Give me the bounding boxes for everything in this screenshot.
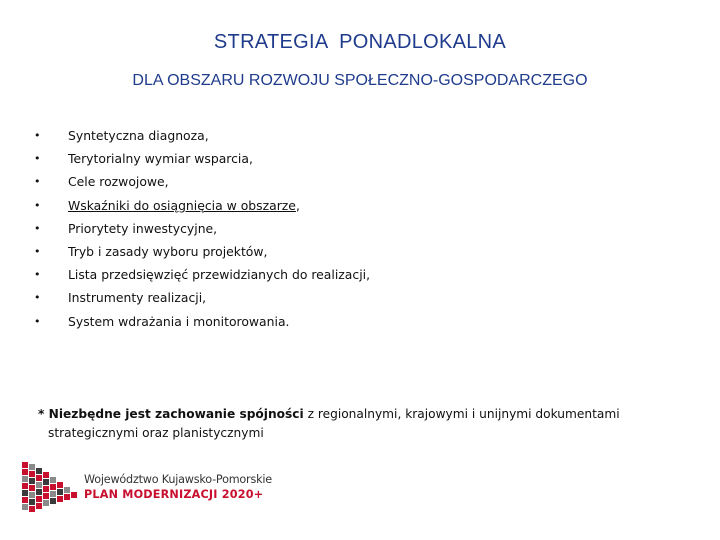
list-item bbox=[30, 124, 370, 147]
list-item bbox=[30, 240, 370, 263]
list-item-text-suffix: , bbox=[295, 197, 300, 213]
list-item bbox=[30, 310, 370, 333]
list-item bbox=[30, 217, 370, 240]
bullet-icon: • bbox=[34, 221, 41, 235]
bullet-icon: • bbox=[34, 152, 41, 166]
footnote bbox=[38, 405, 678, 443]
footnote-text: z regionalnymi, krajowymi i unijnymi dokumentami bbox=[303, 407, 620, 421]
logo-region-name: Województwo Kujawsko-Pomorskie bbox=[84, 473, 272, 486]
list-item-text: Tryb i zasady wyboru projektów, bbox=[68, 244, 268, 260]
bullet-icon: • bbox=[34, 129, 41, 143]
list-item bbox=[30, 194, 370, 217]
logo-text bbox=[84, 473, 272, 501]
list-item-text: System wdrażania i monitorowania. bbox=[68, 313, 290, 329]
page-subtitle: DLA OBSZARU ROZWOJU SPOŁECZNO-GOSPODARCZEGO bbox=[132, 72, 588, 89]
bullet-icon: • bbox=[34, 291, 41, 305]
bullet-icon: • bbox=[34, 175, 41, 189]
regional-mosaic-logo-icon bbox=[20, 460, 80, 516]
bullet-icon: • bbox=[34, 198, 41, 212]
list-item-text: Cele rozwojowe, bbox=[68, 174, 169, 190]
list-item-text: Terytorialny wymiar wsparcia, bbox=[68, 151, 253, 167]
list-item bbox=[30, 170, 370, 193]
footnote-line2: strategicznymi oraz planistycznymi bbox=[48, 426, 264, 440]
footnote-bold: * Niezbędne jest zachowanie spójności bbox=[38, 407, 304, 421]
list-item bbox=[30, 147, 370, 170]
bullet-icon: • bbox=[34, 268, 41, 282]
list-item-text: Wskaźniki do osiągnięcia w obszarze bbox=[68, 197, 296, 213]
list-item bbox=[30, 263, 370, 286]
logo-plan-name: PLAN MODERNIZACJI 2020+ bbox=[84, 488, 264, 501]
bullet-icon: • bbox=[34, 314, 41, 328]
list-item-text: Priorytety inwestycyjne, bbox=[68, 220, 218, 236]
page-title: STRATEGIA PONADLOKALNA bbox=[213, 31, 507, 53]
content-bullet-list bbox=[30, 124, 370, 333]
list-item-text: Syntetyczna diagnoza, bbox=[68, 128, 209, 144]
list-item-text: Lista przedsięwzięć przewidzianych do realizacji, bbox=[68, 267, 371, 283]
list-item bbox=[30, 286, 370, 309]
bullet-icon: • bbox=[34, 245, 41, 259]
list-item-text: Instrumenty realizacji, bbox=[68, 290, 207, 306]
